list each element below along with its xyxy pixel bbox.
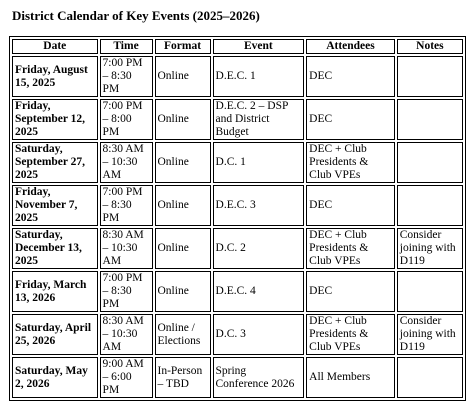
cell-attendees: DEC bbox=[306, 56, 395, 97]
table-row bbox=[12, 56, 463, 97]
table-row bbox=[12, 314, 463, 355]
table-row bbox=[12, 99, 463, 140]
cell-format: Online bbox=[155, 228, 211, 269]
header-event: Event bbox=[213, 39, 305, 54]
cell-date: Saturday, April 25, 2026 bbox=[12, 314, 98, 355]
cell-attendees: DEC + Club Presidents & Club VPEs bbox=[306, 142, 395, 183]
cell-event: D.E.C. 4 bbox=[213, 271, 305, 312]
cell-date: Saturday, May 2, 2026 bbox=[12, 357, 98, 398]
header-notes: Notes bbox=[397, 39, 463, 54]
cell-date: Saturday, December 13, 2025 bbox=[12, 228, 98, 269]
cell-attendees: DEC bbox=[306, 185, 395, 226]
table-row bbox=[12, 271, 463, 312]
cell-event: Spring Conference 2026 bbox=[213, 357, 305, 398]
cell-date: Friday, August 15, 2025 bbox=[12, 56, 98, 97]
cell-date: Friday, March 13, 2026 bbox=[12, 271, 98, 312]
cell-event: D.E.C. 3 bbox=[213, 185, 305, 226]
cell-format: Online bbox=[155, 271, 211, 312]
cell-time: 7:00 PM – 8:30 PM bbox=[100, 56, 153, 97]
cell-date: Friday, November 7, 2025 bbox=[12, 185, 98, 226]
cell-time: 7:00 PM – 8:30 PM bbox=[100, 271, 153, 312]
calendar-table bbox=[9, 36, 466, 401]
header-format: Format bbox=[155, 39, 211, 54]
cell-attendees: DEC + Club Presidents & Club VPEs bbox=[306, 228, 395, 269]
cell-event: D.E.C. 1 bbox=[213, 56, 305, 97]
cell-notes bbox=[397, 357, 463, 398]
document-title: District Calendar of Key Events (2025–2026) bbox=[12, 8, 260, 23]
table-row bbox=[12, 185, 463, 226]
cell-format: In-Person – TBD bbox=[155, 357, 211, 398]
cell-time: 7:00 PM – 8:00 PM bbox=[100, 99, 153, 140]
cell-event: D.C. 2 bbox=[213, 228, 305, 269]
cell-notes bbox=[397, 185, 463, 226]
cell-event: D.E.C. 2 – DSP and District Budget bbox=[213, 99, 305, 140]
cell-event: D.C. 1 bbox=[213, 142, 305, 183]
cell-format: Online bbox=[155, 56, 211, 97]
cell-notes: Consider joining with D119 bbox=[397, 228, 463, 269]
cell-time: 8:30 AM – 10:30 AM bbox=[100, 142, 153, 183]
cell-attendees: DEC + Club Presidents & Club VPEs bbox=[306, 314, 395, 355]
table-header-row bbox=[12, 39, 463, 54]
cell-attendees: DEC bbox=[306, 99, 395, 140]
cell-time: 8:30 AM – 10:30 AM bbox=[100, 228, 153, 269]
cell-time: 8:30 AM – 10:30 AM bbox=[100, 314, 153, 355]
cell-format: Online bbox=[155, 142, 211, 183]
cell-format: Online bbox=[155, 185, 211, 226]
cell-format: Online bbox=[155, 99, 211, 140]
cell-time: 9:00 AM – 6:00 PM bbox=[100, 357, 153, 398]
cell-event: D.C. 3 bbox=[213, 314, 305, 355]
table-row bbox=[12, 357, 463, 398]
header-date: Date bbox=[12, 39, 98, 54]
cell-notes: Consider joining with D119 bbox=[397, 314, 463, 355]
header-time: Time bbox=[100, 39, 153, 54]
cell-notes bbox=[397, 142, 463, 183]
cell-time: 7:00 PM – 8:30 PM bbox=[100, 185, 153, 226]
cell-format: Online / Elections bbox=[155, 314, 211, 355]
cell-attendees: DEC bbox=[306, 271, 395, 312]
table-row bbox=[12, 228, 463, 269]
cell-notes bbox=[397, 271, 463, 312]
cell-date: Friday, September 12, 2025 bbox=[12, 99, 98, 140]
header-attendees: Attendees bbox=[306, 39, 395, 54]
cell-notes bbox=[397, 99, 463, 140]
cell-notes bbox=[397, 56, 463, 97]
table-row bbox=[12, 142, 463, 183]
cell-date: Saturday, September 27, 2025 bbox=[12, 142, 98, 183]
cell-attendees: All Members bbox=[306, 357, 395, 398]
